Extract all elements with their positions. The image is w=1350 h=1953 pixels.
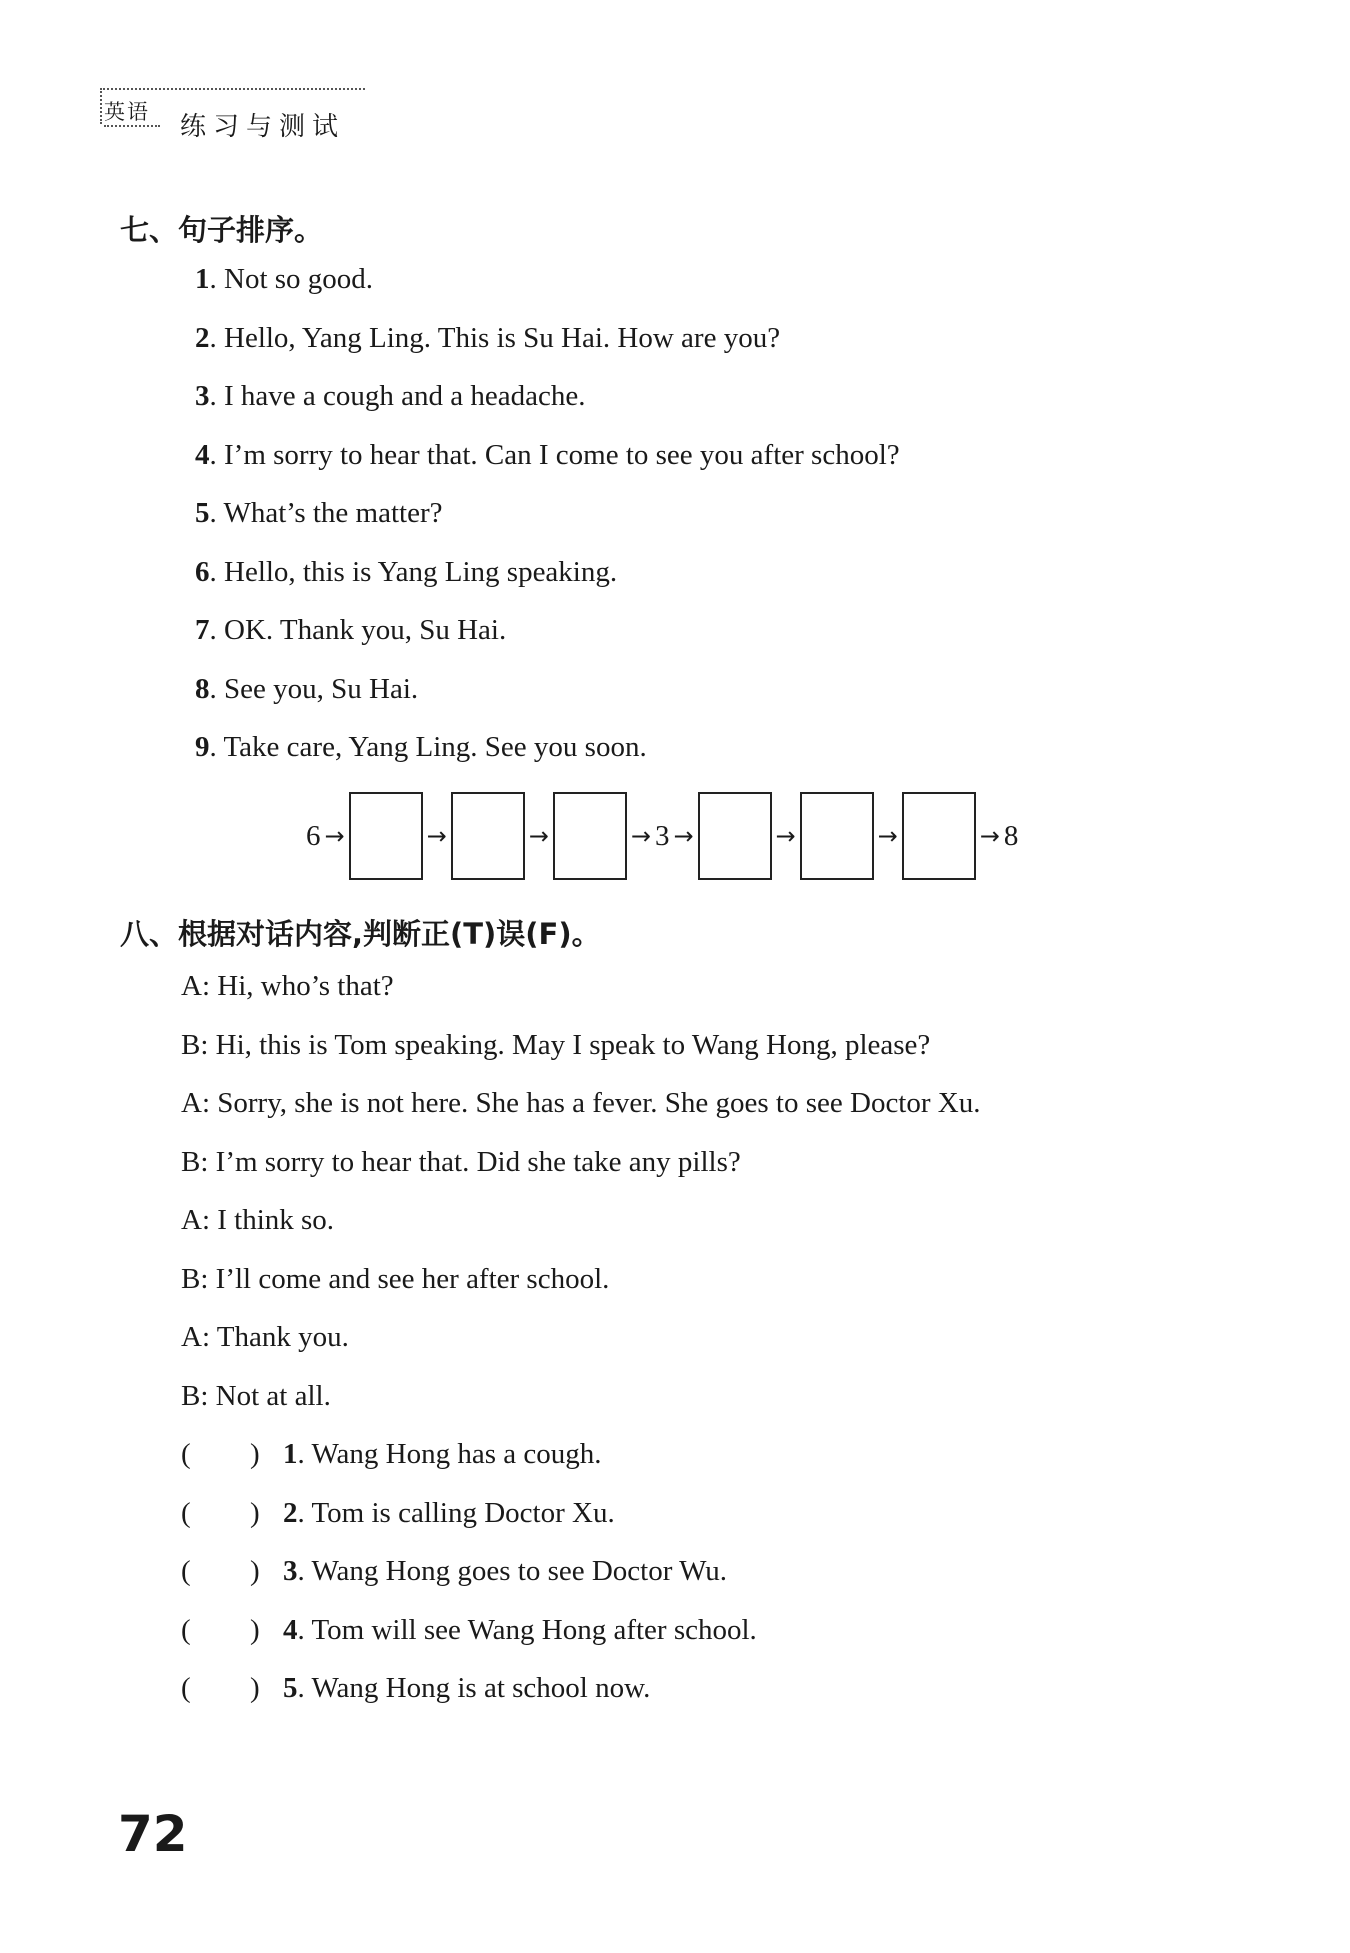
answer-paren-close: ) <box>250 1614 260 1646</box>
sentence-item: 1. Not so good. <box>195 263 374 295</box>
dialogue-line: B: Hi, this is Tom speaking. May I speak to Wang Hong, please? <box>181 1029 931 1061</box>
dialogue-line: A: Hi, who’s that? <box>181 970 394 1002</box>
answer-paren-open[interactable]: ( <box>181 1438 191 1470</box>
sentence-item: 3. I have a cough and a headache. <box>195 380 586 412</box>
ordering-sequence <box>306 790 1018 882</box>
section8-title: 八、根据对话内容,判断正(T)误(F)。 <box>120 917 601 951</box>
dialogue-line: B: I’m sorry to hear that. Did she take any pills? <box>181 1146 741 1178</box>
sequence-arrow: → <box>630 822 651 850</box>
answer-paren-close: ) <box>250 1497 260 1529</box>
page-header <box>100 88 365 148</box>
sentence-item: 8. See you, Su Hai. <box>195 673 419 705</box>
sentence-item: 2. Hello, Yang Ling. This is Su Hai. How are you? <box>195 322 781 354</box>
question-text: 5. Wang Hong is at school now. <box>283 1672 651 1704</box>
answer-paren-close: ) <box>250 1555 260 1587</box>
dialogue-line: A: Sorry, she is not here. She has a fever. She goes to see Doctor Xu. <box>181 1087 981 1119</box>
sequence-middle: 3 <box>654 819 670 852</box>
sequence-arrow: → <box>426 822 447 850</box>
sentence-item: 5. What’s the matter? <box>195 497 443 529</box>
dialogue-line: A: I think so. <box>181 1204 335 1236</box>
sequence-arrow: → <box>324 822 345 850</box>
sequence-arrow: → <box>528 822 549 850</box>
header-dotted-rule <box>100 88 365 90</box>
page-number: 72 <box>118 1805 188 1863</box>
answer-paren-open[interactable]: ( <box>181 1555 191 1587</box>
answer-box[interactable] <box>553 792 627 880</box>
header-book-title: 练习与测试 <box>180 112 346 142</box>
header-subject: 英语 <box>104 100 150 124</box>
answer-paren-close: ) <box>250 1672 260 1704</box>
question-text: 1. Wang Hong has a cough. <box>283 1438 602 1470</box>
header-subject-underline <box>104 125 160 127</box>
sequence-arrow: → <box>979 822 1000 850</box>
answer-box[interactable] <box>349 792 423 880</box>
answer-box[interactable] <box>451 792 525 880</box>
sentence-item: 7. OK. Thank you, Su Hai. <box>195 614 507 646</box>
answer-paren-open[interactable]: ( <box>181 1497 191 1529</box>
section7-title: 七、句子排序。 <box>120 213 324 247</box>
answer-box[interactable] <box>800 792 874 880</box>
question-text: 3. Wang Hong goes to see Doctor Wu. <box>283 1555 728 1587</box>
answer-box[interactable] <box>902 792 976 880</box>
answer-paren-close: ) <box>250 1438 260 1470</box>
dialogue-line: A: Thank you. <box>181 1321 349 1353</box>
question-text: 4. Tom will see Wang Hong after school. <box>283 1614 757 1646</box>
sentence-item: 9. Take care, Yang Ling. See you soon. <box>195 731 647 763</box>
sequence-end: 8 <box>1003 819 1019 852</box>
header-dotted-divider <box>100 88 102 124</box>
dialogue-line: B: Not at all. <box>181 1380 331 1412</box>
answer-paren-open[interactable]: ( <box>181 1614 191 1646</box>
answer-box[interactable] <box>698 792 772 880</box>
question-text: 2. Tom is calling Doctor Xu. <box>283 1497 615 1529</box>
sentence-item: 4. I’m sorry to hear that. Can I come to see you after school? <box>195 439 900 471</box>
sequence-arrow: → <box>775 822 796 850</box>
sentence-item: 6. Hello, this is Yang Ling speaking. <box>195 556 618 588</box>
sequence-arrow: → <box>877 822 898 850</box>
answer-paren-open[interactable]: ( <box>181 1672 191 1704</box>
sequence-start: 6 <box>306 819 321 852</box>
dialogue-line: B: I’ll come and see her after school. <box>181 1263 610 1295</box>
sequence-arrow: → <box>673 822 694 850</box>
